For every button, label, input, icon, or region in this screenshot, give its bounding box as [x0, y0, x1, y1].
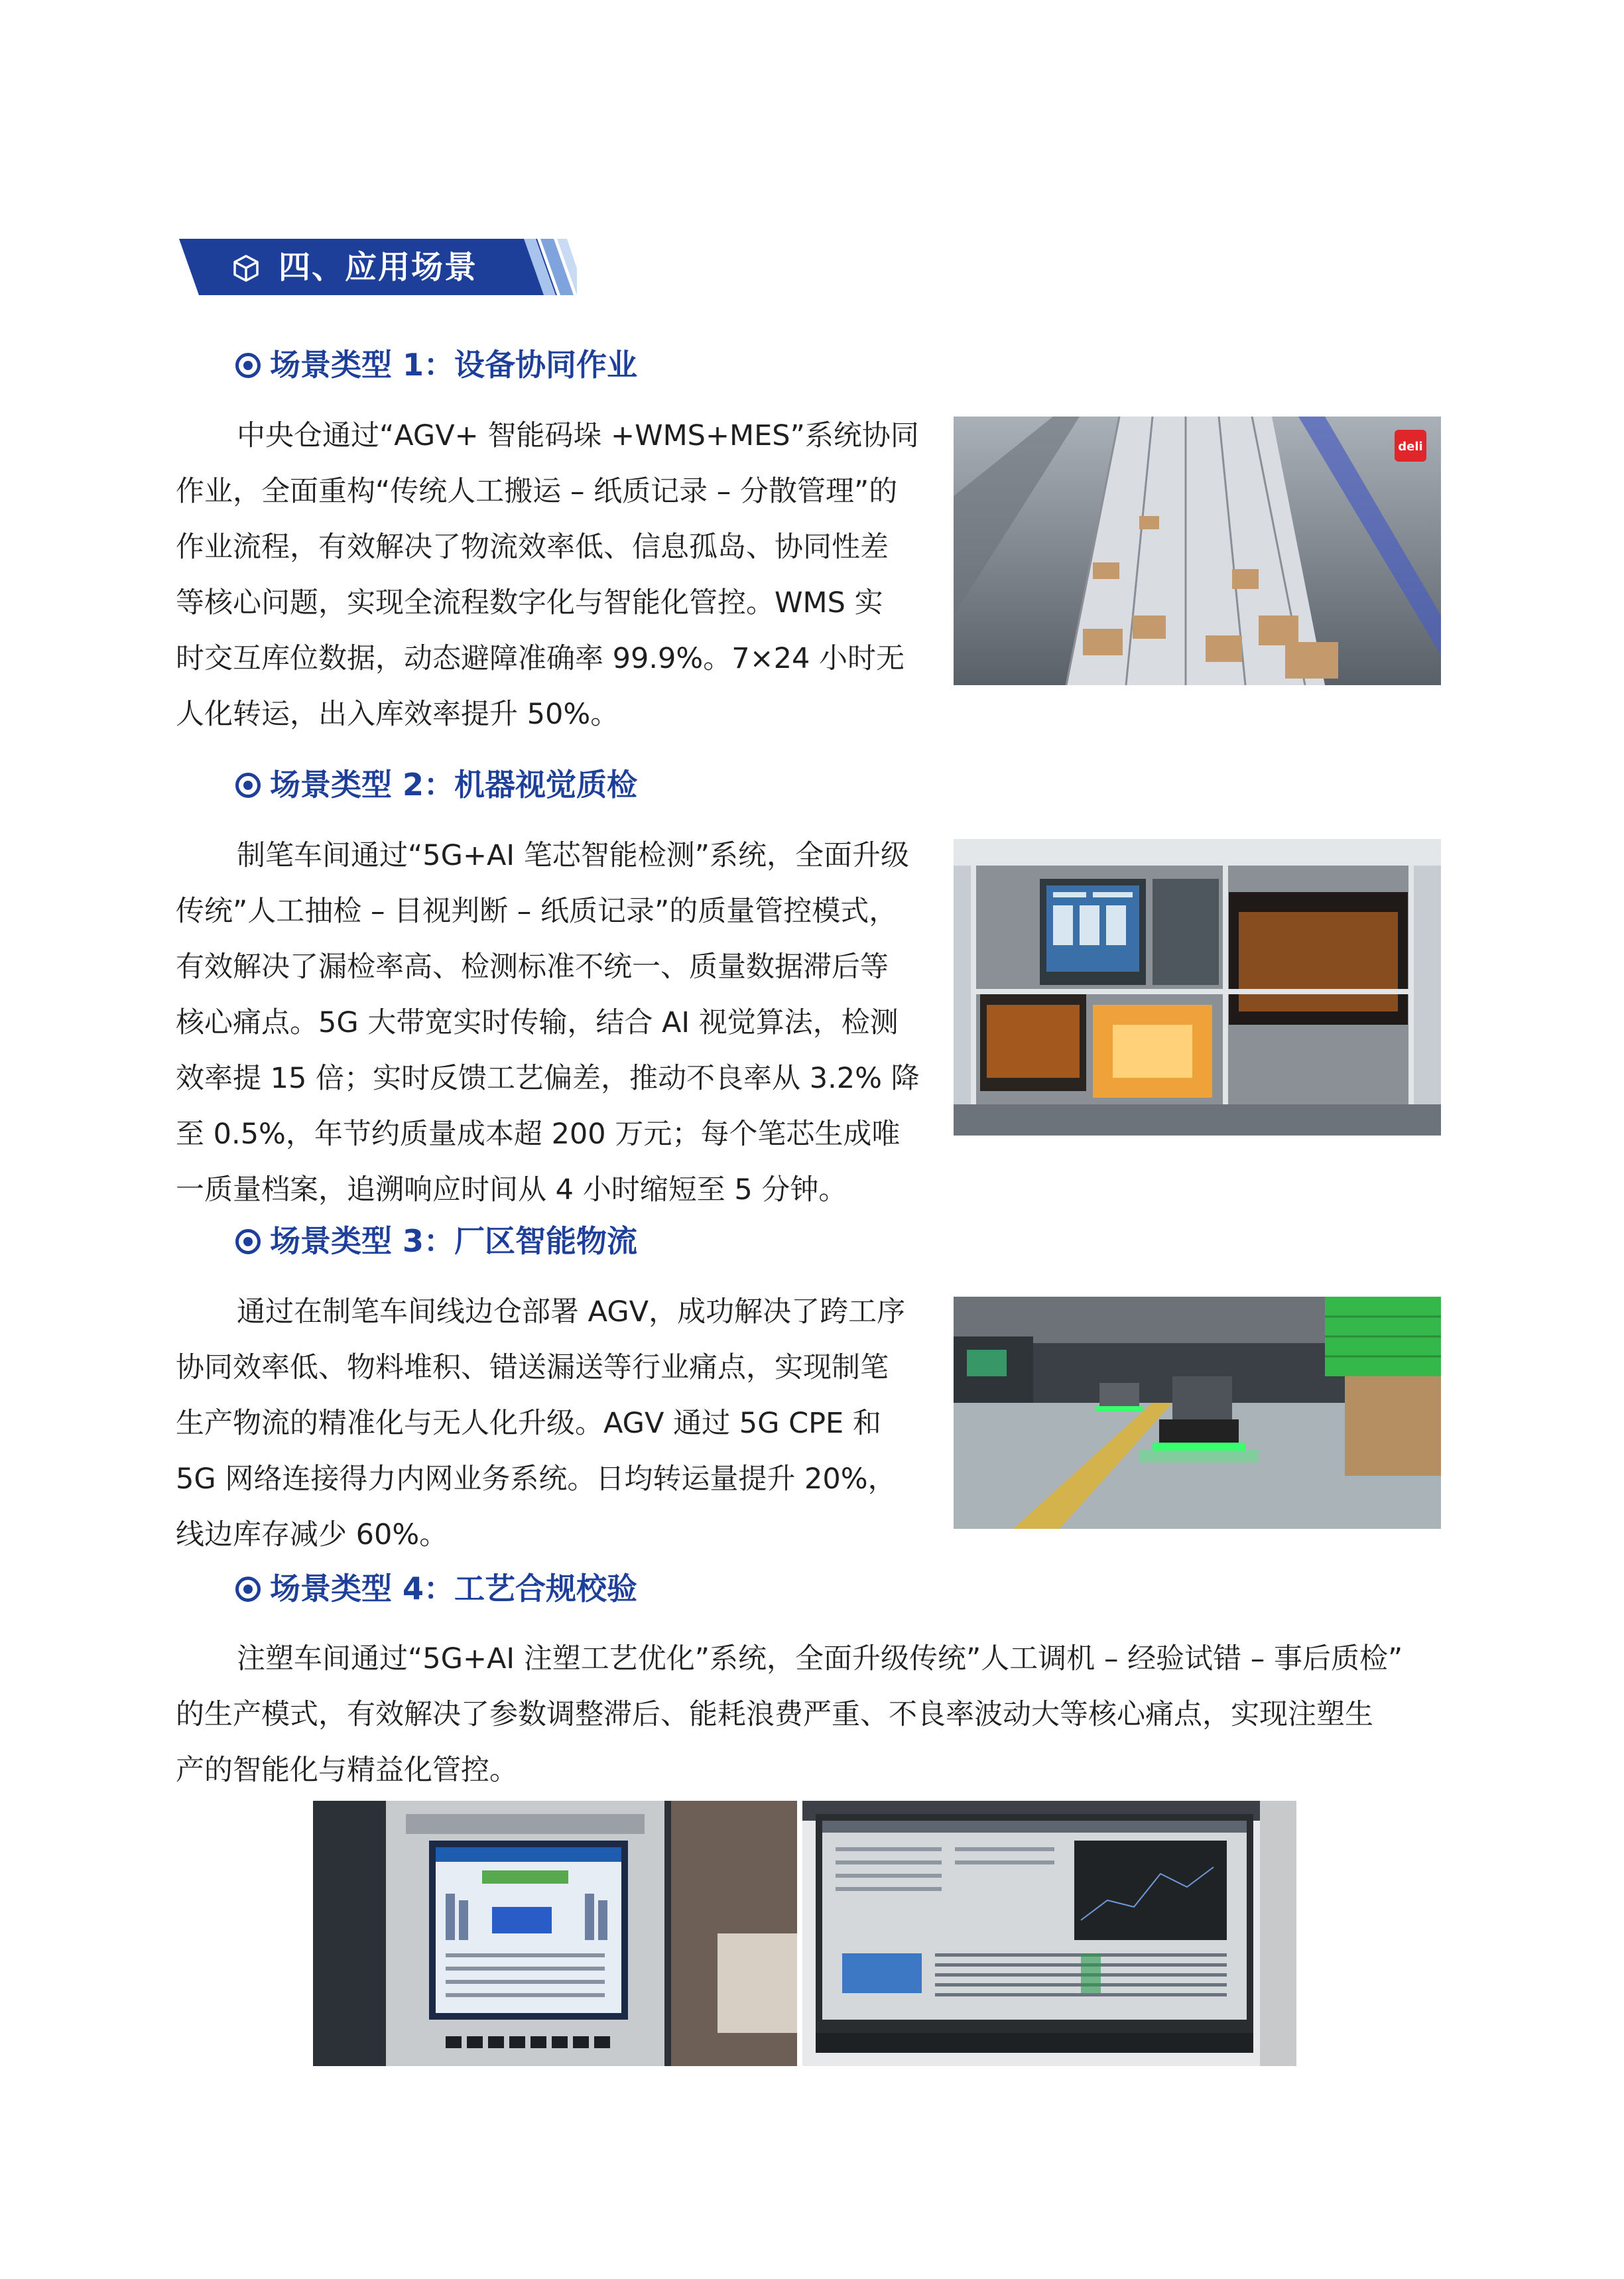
- warehouse-racks-photo: [954, 417, 1441, 685]
- scene-1-paragraph: [176, 408, 932, 742]
- section-title: 四、应用场景: [279, 249, 478, 286]
- scene-4-line: 产的智能化与精益化管控。: [176, 1754, 518, 1787]
- scene-4-line: 注塑车间通过“5G+AI 注塑工艺优化”系统，全面升级传统”人工调机 – 经验试错 – 事后质检”: [237, 1642, 1403, 1675]
- scene-3-paragraph: [176, 1284, 932, 1563]
- deli-logo: deli: [1398, 440, 1423, 454]
- scene-1-heading-text: 场景类型 1：设备协同作业: [270, 347, 638, 383]
- scene-3-line: 生产物流的精准化与无人化升级。AGV 通过 5G CPE 和: [176, 1407, 881, 1440]
- scene-2-heading-text: 场景类型 2：机器视觉质检: [270, 767, 638, 803]
- scene-2-line: 传统”人工抽检 – 目视判断 – 纸质记录”的质量管控模式，: [176, 895, 898, 928]
- scene-1-line: 时交互库位数据，动态避障准确率 99.9%。7×24 小时无: [176, 642, 905, 675]
- scene-3-line: 通过在制笔车间线边仓部署 AGV，成功解决了跨工序: [237, 1295, 906, 1329]
- scene-2-line: 一质量档案，追溯响应时间从 4 小时缩短至 5 分钟。: [176, 1173, 847, 1206]
- target-bullet-icon: [235, 353, 261, 378]
- scene-3-line: 5G 网络连接得力内网业务系统。日均转运量提升 20%，: [176, 1463, 897, 1496]
- scene-2-line: 至 0.5%，年节约质量成本超 200 万元；每个笔芯生成唯: [176, 1118, 901, 1151]
- target-bullet-icon: [235, 773, 261, 798]
- scene-1-line: 等核心问题，实现全流程数字化与智能化管控。WMS 实: [176, 586, 883, 619]
- scene-4-paragraph: [176, 1631, 1449, 1798]
- scene-1-line: 中央仓通过“AGV+ 智能码垛 +WMS+MES”系统协同: [237, 419, 919, 452]
- scene-1-line: 作业流程，有效解决了物流效率低、信息孤岛、协同性差: [176, 531, 889, 564]
- scene-2-heading: [235, 765, 637, 805]
- scene-1-line: 作业，全面重构“传统人工搬运 – 纸质记录 – 分散管理”的: [176, 475, 898, 508]
- scene-3-heading-text: 场景类型 3：厂区智能物流: [270, 1223, 638, 1259]
- scene-2-line: 制笔车间通过“5G+AI 笔芯智能检测”系统，全面升级: [237, 839, 910, 872]
- scene-3-line: 线边库存减少 60%。: [176, 1518, 448, 1551]
- cube-icon: [232, 254, 260, 282]
- scene-1-heading: [235, 345, 637, 385]
- vision-inspection-photo: [954, 839, 1441, 1136]
- agv-factory-photo: [954, 1297, 1441, 1529]
- scene-4-line: 的生产模式，有效解决了参数调整滞后、能耗浪费严重、不良率波动大等核心痛点，实现注塑生: [176, 1698, 1373, 1731]
- target-bullet-icon: [235, 1229, 261, 1254]
- injection-machine-panel-photo: [313, 1801, 797, 2066]
- scene-4-heading-text: 场景类型 4：工艺合规校验: [270, 1571, 638, 1606]
- scene-3-heading: [235, 1221, 637, 1261]
- scene-4-heading: [235, 1569, 637, 1608]
- scene-2-line: 核心痛点。5G 大带宽实时传输，结合 AI 视觉算法，检测: [176, 1006, 899, 1039]
- scene-2-line: 效率提 15 倍；实时反馈工艺偏差，推动不良率从 3.2% 降: [176, 1062, 920, 1095]
- scene-2-line: 有效解决了漏检率高、检测标准不统一、质量数据滞后等: [176, 950, 889, 984]
- scene-3-line: 协同效率低、物料堆积、错送漏送等行业痛点，实现制笔: [176, 1351, 889, 1384]
- scene-2-paragraph: [176, 828, 932, 1218]
- process-monitor-screen-photo: [802, 1801, 1296, 2066]
- target-bullet-icon: [235, 1577, 261, 1602]
- scene-1-line: 人化转运，出入库效率提升 50%。: [176, 698, 619, 731]
